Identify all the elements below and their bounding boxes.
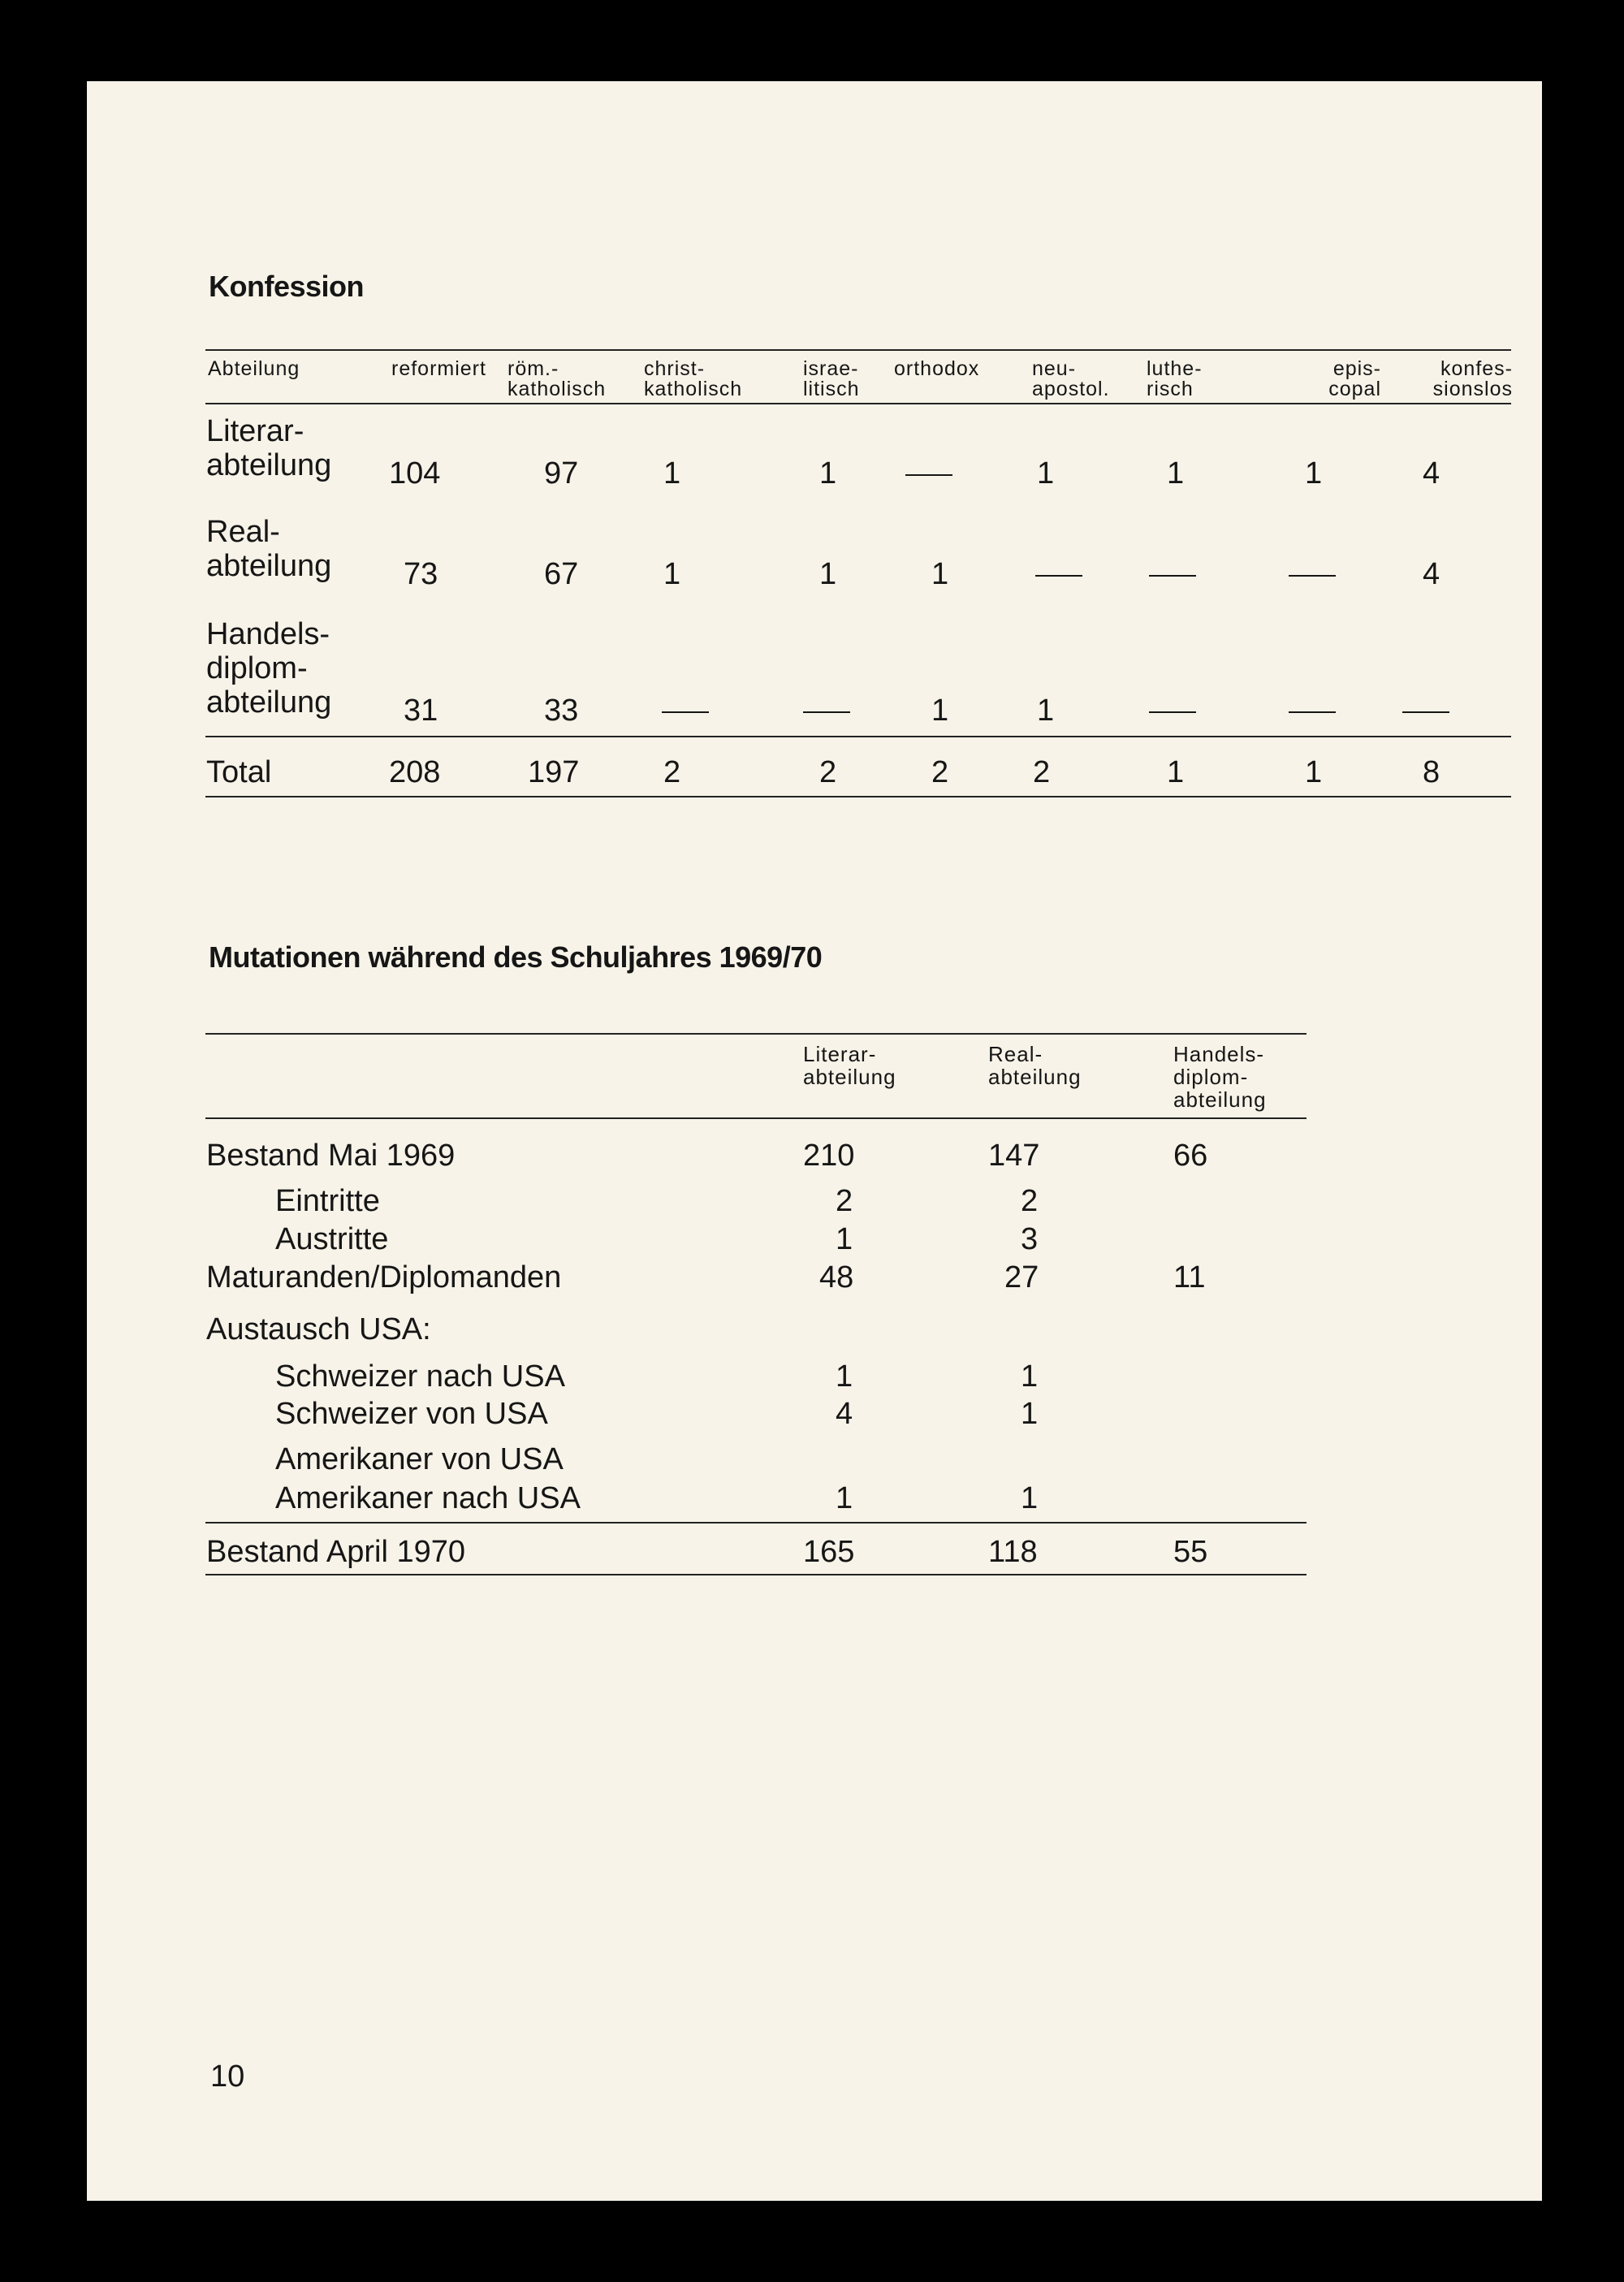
mut-header-handels: Handels- diplom- abteilung bbox=[1173, 1042, 1267, 1112]
konf-header-konfessionslos: konfes- sionslos bbox=[1432, 357, 1513, 400]
konf-total-cell: 2 bbox=[819, 755, 837, 789]
konf-cell-dash bbox=[1035, 557, 1082, 591]
mut-cell: 2 bbox=[1021, 1184, 1039, 1218]
konf-cell: 67 bbox=[544, 557, 579, 591]
mut-cell: 4 bbox=[836, 1397, 853, 1431]
konf-total-cell: 2 bbox=[663, 755, 681, 789]
mut-cell: 1 bbox=[1021, 1481, 1039, 1515]
mut-cell: 66 bbox=[1173, 1139, 1208, 1173]
konf-total-cell: 197 bbox=[528, 755, 580, 789]
mut-cell: 1 bbox=[836, 1359, 853, 1394]
konf-cell: 4 bbox=[1423, 557, 1440, 591]
mut-cell: 1 bbox=[1021, 1397, 1039, 1431]
konf-cell: 104 bbox=[389, 456, 441, 491]
konf-cell: 73 bbox=[404, 557, 438, 591]
mut-row-label: Schweizer von USA bbox=[275, 1397, 548, 1431]
mut-row-label: Maturanden/Diplomanden bbox=[206, 1260, 562, 1294]
konf-cell-dash bbox=[1149, 694, 1196, 728]
mut-cell: 2 bbox=[836, 1184, 853, 1218]
document-page bbox=[87, 81, 1542, 2201]
konf-row-label-real: Real- abteilung bbox=[206, 515, 332, 583]
konf-cell: 4 bbox=[1423, 456, 1440, 491]
konf-total-cell: 8 bbox=[1423, 755, 1440, 789]
konf-cell-dash bbox=[905, 456, 952, 491]
konf-header-roem-katholisch: röm.- katholisch bbox=[508, 357, 607, 400]
konf-cell-dash bbox=[1289, 694, 1336, 728]
konf-cell-dash bbox=[803, 694, 850, 728]
mutationen-title: Mutationen während des Schuljahres 1969/70 bbox=[209, 940, 823, 974]
mut-header-real: Real- abteilung bbox=[988, 1042, 1082, 1089]
mutationen-top-rule bbox=[205, 1033, 1307, 1035]
konf-row-label-handels: Handels- diplom- abteilung bbox=[206, 617, 332, 720]
konf-header-orthodox: orthodox bbox=[894, 357, 980, 380]
konf-header-episcopal: epis- copal bbox=[1328, 357, 1381, 400]
mut-row-label: Austritte bbox=[275, 1222, 389, 1256]
mut-cell: 1 bbox=[836, 1481, 853, 1515]
mut-row-label: Bestand Mai 1969 bbox=[206, 1139, 456, 1173]
konf-cell: 31 bbox=[404, 694, 438, 728]
mut-cell: 1 bbox=[1021, 1359, 1039, 1394]
konf-cell-dash bbox=[662, 694, 709, 728]
mut-total-cell: 118 bbox=[988, 1535, 1038, 1569]
konf-cell-dash bbox=[1402, 694, 1449, 728]
konf-cell: 1 bbox=[819, 456, 837, 491]
mut-cell: 1 bbox=[836, 1222, 853, 1256]
konf-header-abteilung: Abteilung bbox=[208, 357, 300, 380]
konf-total-cell: 2 bbox=[931, 755, 949, 789]
mut-cell: 210 bbox=[803, 1139, 855, 1173]
konf-cell: 1 bbox=[1305, 456, 1323, 491]
konf-cell: 1 bbox=[663, 456, 681, 491]
konf-cell: 33 bbox=[544, 694, 579, 728]
konf-total-cell: 2 bbox=[1033, 755, 1051, 789]
konf-cell: 1 bbox=[931, 694, 949, 728]
konf-cell-dash bbox=[1289, 557, 1336, 591]
konf-total-cell: 1 bbox=[1305, 755, 1323, 789]
konf-cell: 1 bbox=[663, 557, 681, 591]
mut-cell: 147 bbox=[988, 1139, 1040, 1173]
mut-cell: 27 bbox=[1004, 1260, 1039, 1294]
konfession-bottom-rule bbox=[205, 796, 1511, 797]
konf-cell: 1 bbox=[931, 557, 949, 591]
mut-row-label: Eintritte bbox=[275, 1184, 380, 1218]
konf-cell-dash bbox=[1149, 557, 1196, 591]
konf-header-neuapostol: neu- apostol. bbox=[1032, 357, 1110, 400]
mut-cell: 48 bbox=[819, 1260, 854, 1294]
konf-cell: 1 bbox=[1167, 456, 1185, 491]
konfession-top-rule bbox=[205, 349, 1511, 351]
mut-cell: 3 bbox=[1021, 1222, 1039, 1256]
konfession-header-rule bbox=[205, 403, 1511, 404]
mut-row-label: Amerikaner nach USA bbox=[275, 1481, 581, 1515]
mut-total-cell: 55 bbox=[1173, 1535, 1208, 1569]
konfession-total-rule bbox=[205, 736, 1511, 737]
konfession-title: Konfession bbox=[209, 270, 365, 303]
mut-header-literar: Literar- abteilung bbox=[803, 1042, 896, 1089]
konf-total-label: Total bbox=[206, 755, 272, 789]
konf-total-cell: 1 bbox=[1167, 755, 1185, 789]
konf-total-cell: 208 bbox=[389, 755, 441, 789]
mutationen-bottom-rule bbox=[205, 1574, 1307, 1575]
mut-total-label: Bestand April 1970 bbox=[206, 1535, 466, 1569]
konf-cell: 1 bbox=[1037, 456, 1055, 491]
konf-header-reformiert: reformiert bbox=[391, 357, 486, 380]
konf-row-label-literar: Literar- abteilung bbox=[206, 414, 332, 482]
mutationen-header-rule bbox=[205, 1117, 1307, 1119]
mut-row-label: Schweizer nach USA bbox=[275, 1359, 565, 1394]
konf-header-lutherisch: luthe- risch bbox=[1147, 357, 1203, 400]
mut-row-label: Amerikaner von USA bbox=[275, 1442, 564, 1476]
konf-header-israelitisch: israe- litisch bbox=[803, 357, 860, 400]
konf-cell: 1 bbox=[1037, 694, 1055, 728]
konf-cell: 97 bbox=[544, 456, 579, 491]
konf-header-christkatholisch: christ- katholisch bbox=[644, 357, 743, 400]
mut-cell: 11 bbox=[1173, 1260, 1206, 1294]
konf-cell: 1 bbox=[819, 557, 837, 591]
page-number: 10 bbox=[210, 2059, 245, 2094]
mut-total-cell: 165 bbox=[803, 1535, 855, 1569]
mutationen-total-rule bbox=[205, 1522, 1307, 1523]
mut-row-label: Austausch USA: bbox=[206, 1312, 431, 1346]
